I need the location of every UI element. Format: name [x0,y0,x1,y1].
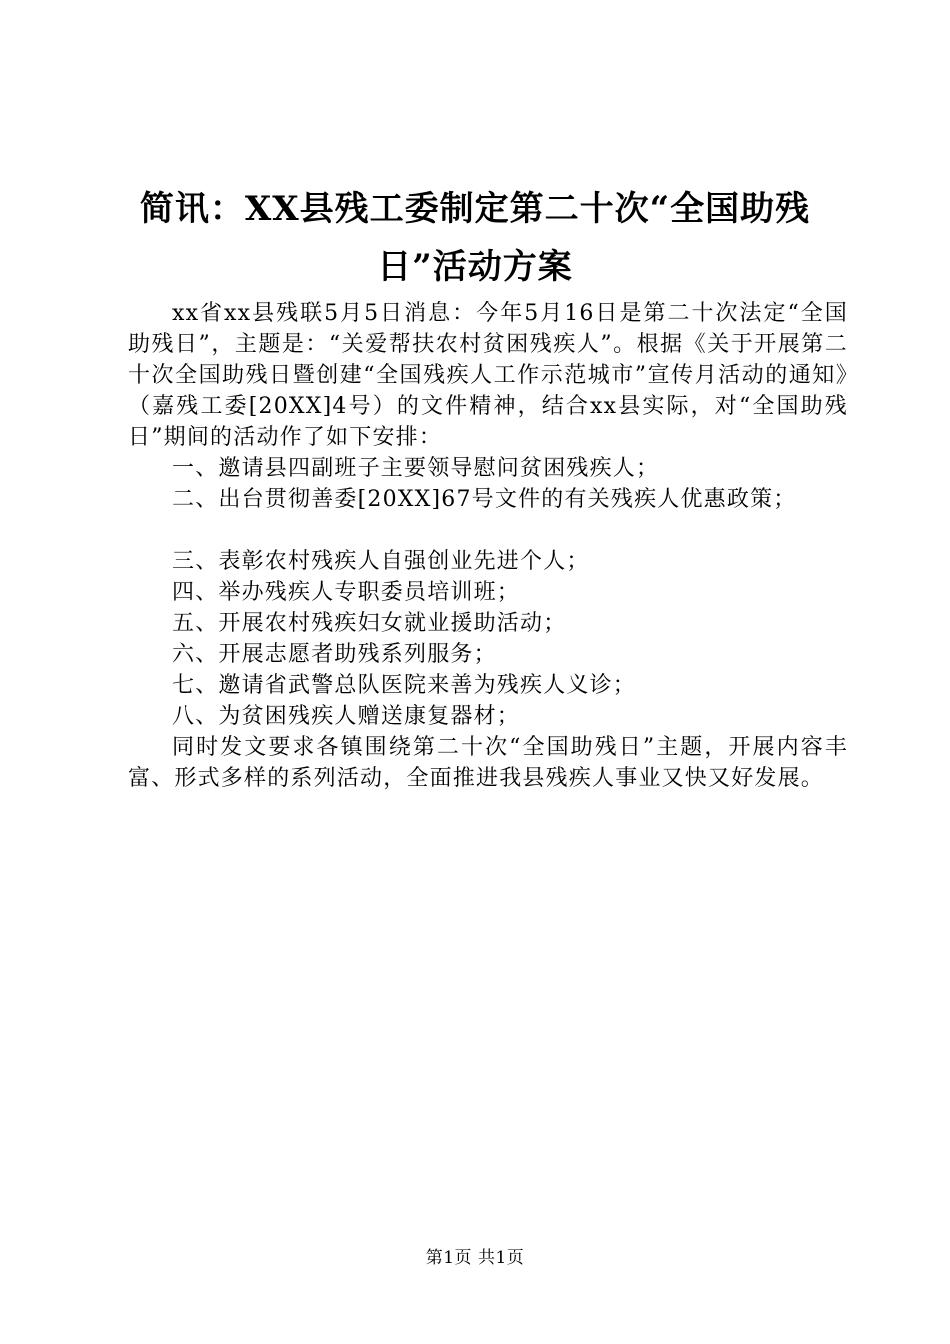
intro-paragraph: xx省xx县残联5月5日消息：今年5月16日是第二十次法定“全国助残日”，主题是：“关爱帮扶农村贫困残疾人”。根据《关于开展第二十次全国助残日暨创建“全国残疾人工作示范城市”宣传月活动的通知》（嘉残工委[20XX]4号）的文件精神，结合xx县实际，对“全国助残日”期间的活动作了如下安排： [128,301,848,450]
document-title [110,180,840,296]
list-item: 五、开展农村残疾妇女就业援助活动； [172,611,567,636]
title-line-2: 日”活动方案 [377,247,573,287]
list-item: 二、出台贯彻善委[20XX]67号文件的有关残疾人优惠政策； [172,487,797,512]
list-item: 七、邀请省武警总队医院来善为残疾人义诊； [172,673,637,698]
list-item: 三、表彰农村残疾人自强创业先进个人； [172,549,590,574]
title-line-1: 简讯：XX县残工委制定第二十次“全国助残 [139,189,811,229]
list-item: 四、举办残疾人专职委员培训班； [172,580,521,605]
list-item: 八、为贫困残疾人赠送康复器材； [172,704,521,729]
list-item: 一、邀请县四副班子主要领导慰问贫困残疾人； [172,456,660,481]
list-item: 六、开展志愿者助残系列服务； [172,642,497,667]
page-footer: 第1页 共1页 [425,1248,525,1268]
closing-paragraph: 同时发文要求各镇围绕第二十次“全国助残日”主题，开展内容丰富、形式多样的系列活动，全面推进我县残疾人事业又快又好发展。 [128,735,848,791]
document-body [128,298,848,794]
